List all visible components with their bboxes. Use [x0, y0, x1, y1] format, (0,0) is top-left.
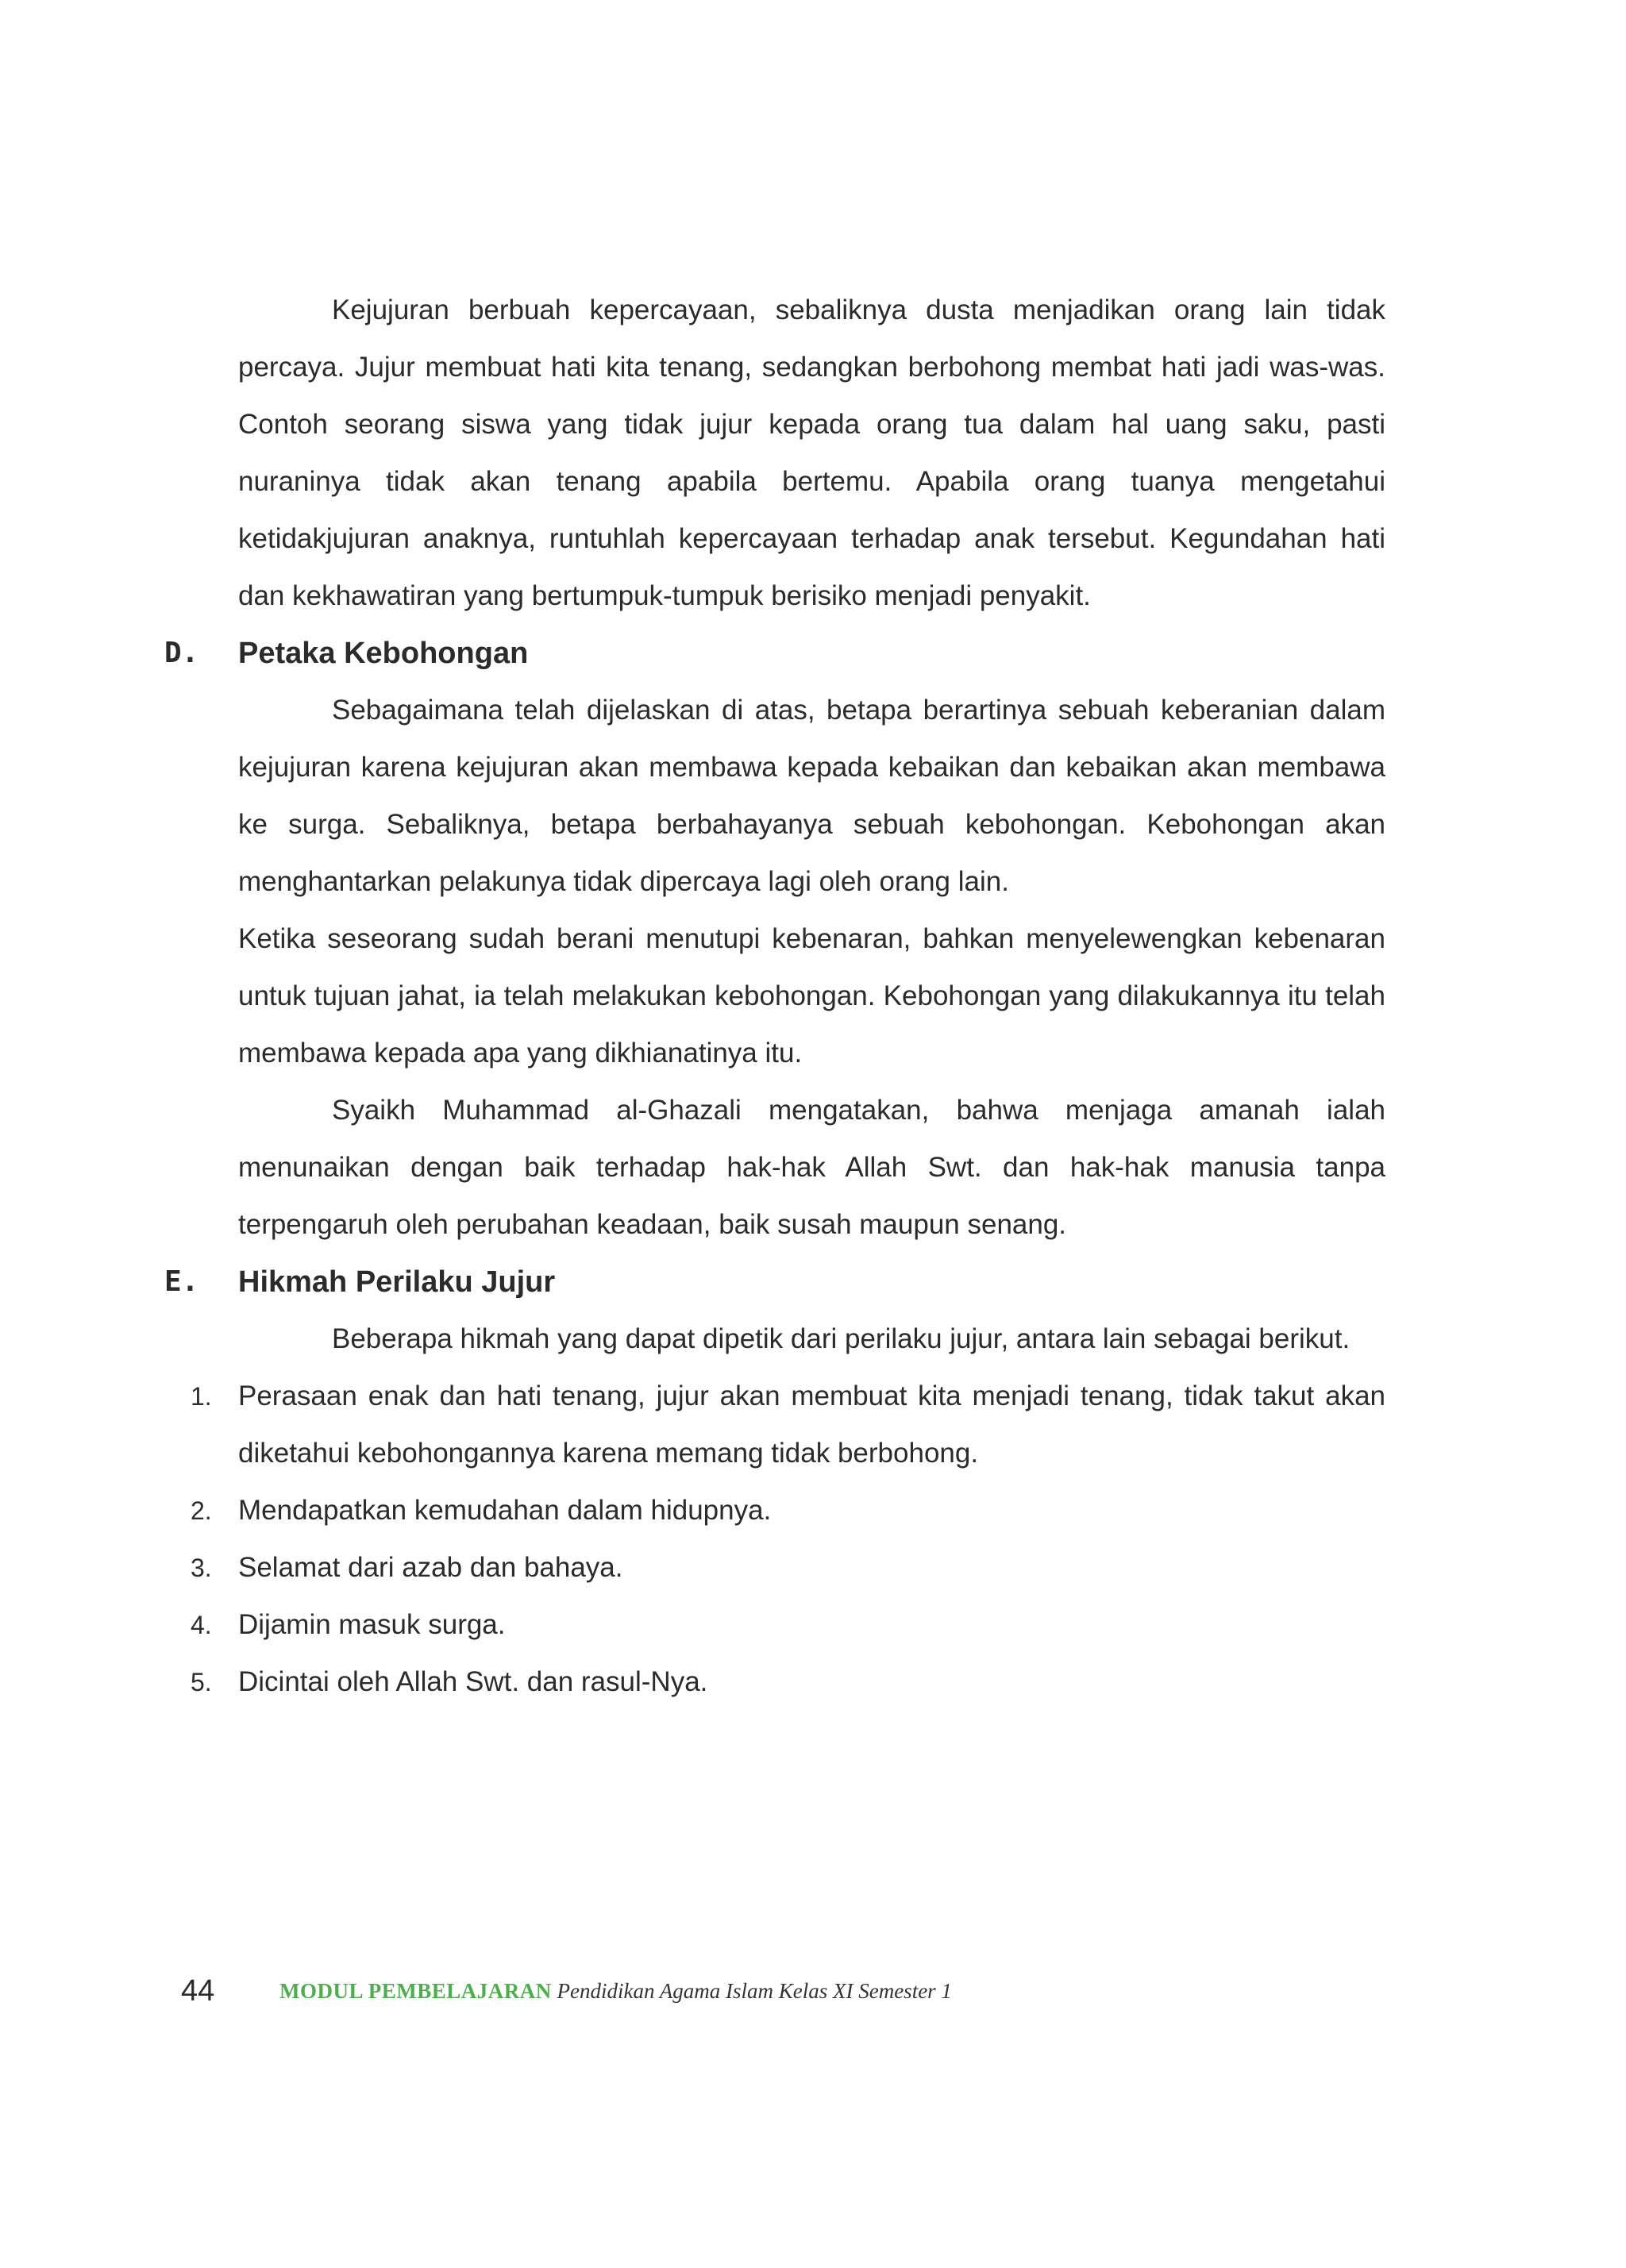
footer-brand: MODUL PEMBELAJARAN [279, 1979, 552, 2003]
list-item [191, 1539, 1385, 1596]
list-item [191, 1368, 1385, 1482]
list-item-number: 5. [191, 1668, 212, 1696]
intro-paragraph: Kejujuran berbuah kepercayaan, sebaliknya dusta menjadikan orang lain tidak percaya. Jujur membuat hati kita tenang, sedangkan berbohong membat hati jadi was-was. Contoh seorang siswa yang tidak jujur kepada orang tua dalam hal uang saku, pasti nuraninya tidak akan tenang apabila bertemu. Apabila orang tuanya mengetahui ketidakjujuran anaknya, runtuhlah kepercayaan terhadap anak tersebut. Kegundahan hati dan kekhawatiran yang bertumpuk-tumpuk berisiko menjadi penyakit. [238, 295, 1385, 611]
section-d-paragraph-3: Syaikh Muhammad al-Ghazali mengatakan, bahwa menjaga amanah ialah menunaikan dengan baik terhadap hak-hak Allah Swt. dan hak-hak manusia tanpa terpengaruh oleh perubahan keadaan, baik susah maupun senang. [238, 1095, 1385, 1240]
section-e-heading [164, 1253, 1385, 1311]
list-item [191, 1596, 1385, 1654]
list-item-text: Dicintai oleh Allah Swt. dan rasul-Nya. [238, 1666, 708, 1697]
page-number: 44 [181, 1974, 215, 2008]
section-d-heading [164, 625, 1385, 682]
footer-subtitle: Pendidikan Agama Islam Kelas XI Semester 1 [557, 1979, 952, 2003]
list-item-text: Selamat dari azab dan bahaya. [238, 1552, 623, 1583]
list-item-text: Dijamin masuk surga. [238, 1609, 506, 1640]
section-d-letter: D. [164, 637, 199, 669]
list-item-number: 4. [191, 1611, 212, 1639]
list-item-number: 3. [191, 1554, 212, 1582]
list-item-text: Mendapatkan kemudahan dalam hidupnya. [238, 1495, 772, 1526]
section-d-paragraph-1: Sebagaimana telah dijelaskan di atas, betapa berartinya sebuah keberanian dalam kejujuran karena kejujuran akan membawa kepada kebaikan dan kebaikan akan membawa ke surga. Sebaliknya, betapa berbahayanya sebuah kebohongan. Kebohongan akan menghantarkan pelakunya tidak dipercaya lagi oleh orang lain. [238, 695, 1385, 897]
section-d-paragraph-2: Ketika seseorang sudah berani menutupi kebenaran, bahkan menyelewengkan kebenaran untuk tujuan jahat, ia telah melakukan kebohongan. Kebohongan yang dilakukannya itu telah membawa kepada apa yang dikhianatinya itu. [238, 923, 1385, 1069]
section-e-title: Hikmah Perilaku Jujur [238, 1265, 556, 1299]
footer-caption [279, 1967, 952, 2015]
list-item-number: 1. [191, 1382, 212, 1411]
list-item [191, 1482, 1385, 1539]
section-e-intro: Beberapa hikmah yang dapat dipetik dari perilaku jujur, antara lain sebagai berikut. [332, 1323, 1351, 1354]
section-d-title: Petaka Kebohongan [238, 637, 529, 670]
hikmah-list [191, 1368, 1385, 1711]
list-item [191, 1654, 1385, 1711]
list-item-number: 2. [191, 1496, 212, 1525]
section-e-letter: E. [164, 1265, 199, 1298]
page-content [164, 282, 1385, 1711]
list-item-text: Perasaan enak dan hati tenang, jujur akan membuat kita menjadi tenang, tidak takut akan diketahui kebohongannya karena memang tidak berbohong. [238, 1380, 1385, 1469]
page-footer [181, 1967, 1451, 2015]
